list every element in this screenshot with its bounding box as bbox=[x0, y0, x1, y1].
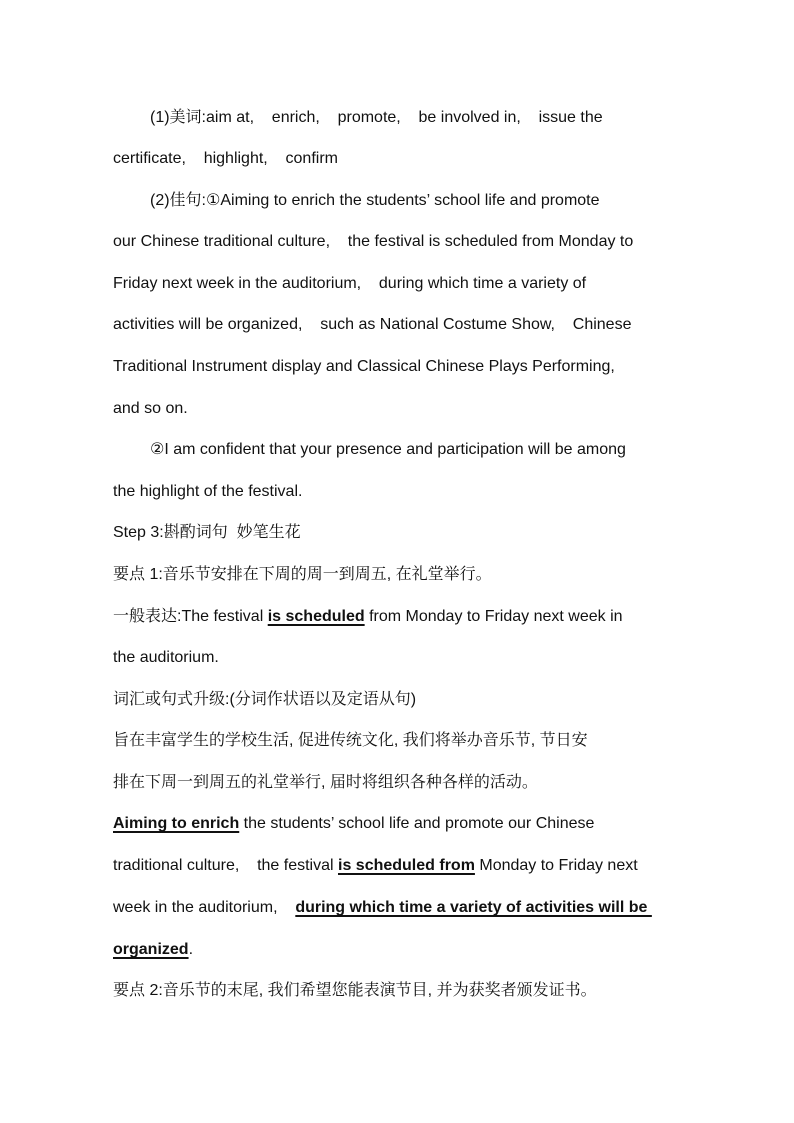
vocabulary-line: (1)美词:aim at, enrich, promote, be involved in, issue the bbox=[150, 109, 603, 126]
point-1-line: 要点 1:音乐节安排在下周的周一到周五, 在礼堂举行。 bbox=[113, 566, 492, 583]
text-run: week in the auditorium, bbox=[113, 899, 296, 916]
underlined-phrase: organized bbox=[113, 941, 189, 958]
upgraded-sentence-line bbox=[113, 814, 594, 834]
underlined-phrase: is scheduled bbox=[267, 608, 365, 625]
underlined-phrase: is scheduled from bbox=[338, 857, 475, 874]
sentence-1-line: (2)佳句:①Aiming to enrich the students’ school life and promote bbox=[150, 192, 600, 209]
sentence-2-line: ②I am confident that your presence and participation will be among bbox=[150, 441, 626, 458]
text-run: the students’ school life and promote our Chinese bbox=[239, 815, 595, 832]
sentence-1-line: our Chinese traditional culture, the festival is scheduled from Monday to bbox=[113, 233, 634, 250]
sentence-2-line: the highlight of the festival. bbox=[113, 483, 303, 500]
upgraded-sentence-line bbox=[113, 898, 652, 918]
point-2-line: 要点 2:音乐节的末尾, 我们希望您能表演节目, 并为获奖者颁发证书。 bbox=[113, 982, 597, 999]
text-run: Monday to Friday next bbox=[474, 857, 638, 874]
general-expression-line bbox=[113, 607, 623, 627]
upgraded-sentence-line bbox=[113, 856, 638, 876]
step-3-heading: Step 3:斟酌词句 妙笔生花 bbox=[113, 524, 301, 541]
upgrade-heading: 词汇或句式升级:(分词作状语以及定语从句) bbox=[113, 691, 417, 708]
vocabulary-line-continued: certificate, highlight, confirm bbox=[113, 150, 338, 167]
sentence-1-line: and so on. bbox=[113, 400, 188, 417]
upgraded-sentence-line bbox=[113, 940, 193, 960]
text-run: . bbox=[188, 941, 194, 958]
text-run: traditional culture, the festival bbox=[113, 857, 338, 874]
chinese-sentence-line: 旨在丰富学生的学校生活, 促进传统文化, 我们将举办音乐节, 节日安 bbox=[113, 732, 588, 749]
text-run: from Monday to Friday next week in bbox=[364, 608, 623, 625]
sentence-1-line: Traditional Instrument display and Classical Chinese Plays Performing, bbox=[113, 358, 615, 375]
text-run: 一般表达:The festival bbox=[113, 608, 268, 625]
underlined-phrase: during which time a variety of activities will be bbox=[295, 899, 652, 916]
chinese-sentence-line: 排在下周一到周五的礼堂举行, 届时将组织各种各样的活动。 bbox=[113, 774, 538, 791]
underlined-phrase: Aiming to enrich bbox=[113, 815, 240, 832]
sentence-1-line: activities will be organized, such as National Costume Show, Chinese bbox=[113, 316, 632, 333]
sentence-1-line: Friday next week in the auditorium, during which time a variety of bbox=[113, 275, 587, 292]
general-expression-line-continued: the auditorium. bbox=[113, 649, 219, 666]
